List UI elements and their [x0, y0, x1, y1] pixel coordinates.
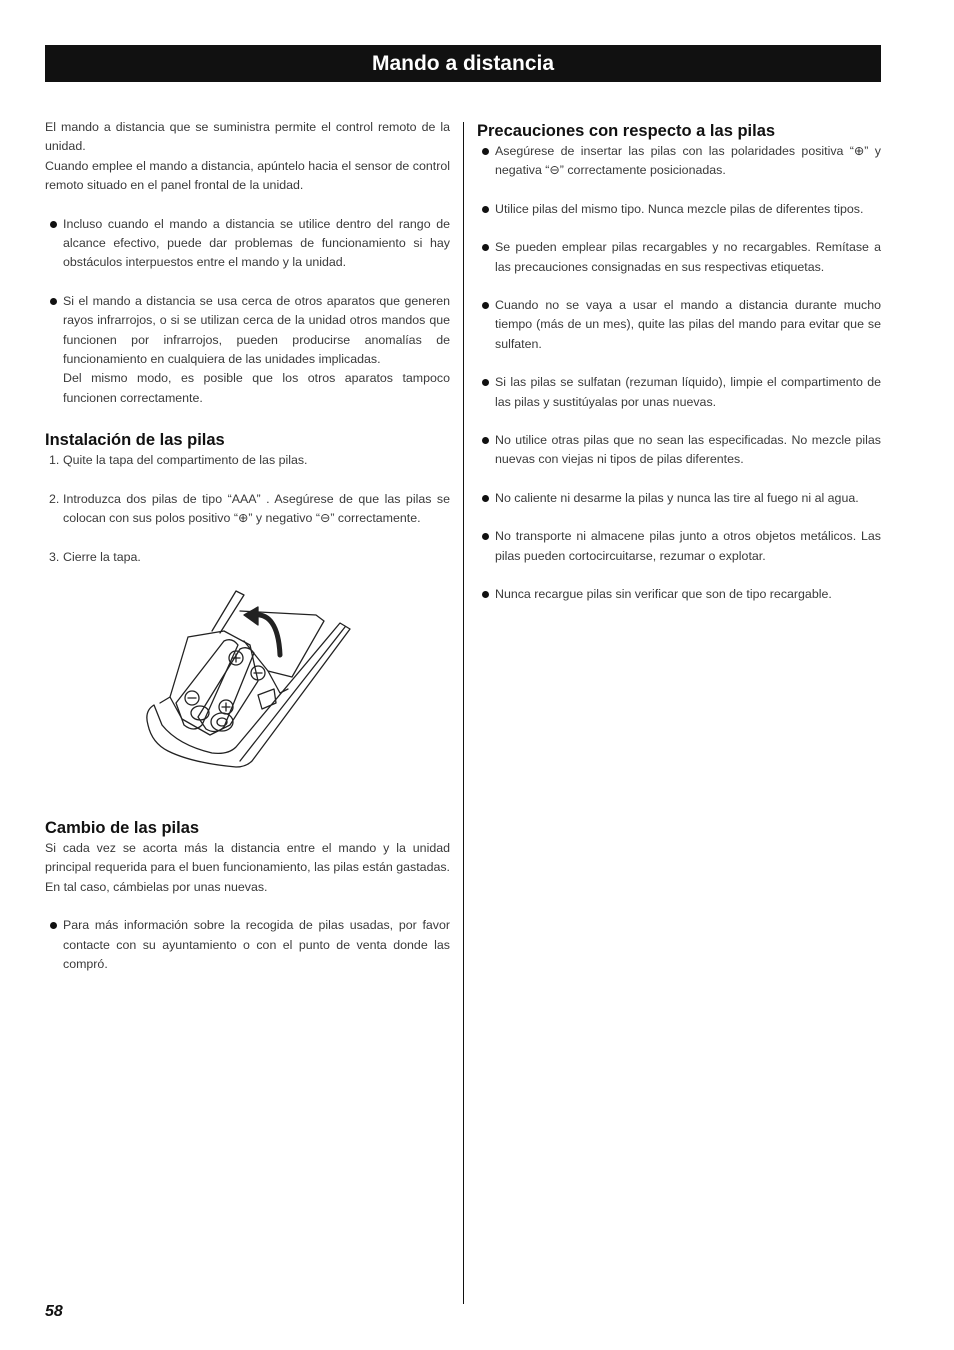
- install-steps: [45, 451, 450, 567]
- intro-paragraph-1: El mando a distancia que se suministra permite el control remoto de la unidad.: [45, 120, 450, 154]
- list-item: Si las pilas se sulfatan (rezuman líquido), limpie el compartimento de las pilas y sustitúyalas por unas nuevas.: [477, 373, 881, 412]
- bullet-icon: [482, 379, 489, 386]
- bullet-icon: [482, 437, 489, 444]
- list-item: Si el mando a distancia se usa cerca de otros aparatos que generen rayos infrarrojos, o si se utilizan cerca de la unidad otros mandos que funcionen por infrarrojos, pueden producirse anomalías de funcionamiento en cualquiera de las unidades implicadas. Del mismo modo, es posible que los otros aparatos tampoco funcionen correctamente.: [45, 292, 450, 408]
- remote-notes-list: [45, 215, 450, 409]
- list-item: Para más información sobre la recogida de pilas usadas, por favor contacte con su ayuntamiento o con el punto de venta donde las compró.: [45, 916, 450, 974]
- change-paragraph: Si cada vez se acorta más la distancia entre el mando y la unidad principal requerida para el buen funcionamiento, las pilas están gastadas. En tal caso, cámbielas por unas nuevas.: [45, 840, 450, 894]
- left-column: [45, 118, 450, 974]
- list-item: No caliente ni desarme la pilas y nunca las tire al fuego ni al agua.: [477, 489, 881, 508]
- precautions-heading: Precauciones con respecto a las pilas: [477, 122, 776, 140]
- bullet-icon: [482, 591, 489, 598]
- bullet-icon: [50, 221, 57, 228]
- list-item: Utilice pilas del mismo tipo. Nunca mezcle pilas de diferentes tipos.: [477, 200, 881, 219]
- bullet-icon: [482, 148, 489, 155]
- list-item: Asegúrese de insertar las pilas con las polaridades positiva “⊕” y negativa “⊖” correctamente posicionadas.: [477, 142, 881, 181]
- page-number: 58: [45, 1303, 63, 1320]
- battery-installation-illustration: [140, 585, 360, 770]
- right-column: [477, 118, 881, 605]
- change-notes-list: [45, 916, 450, 974]
- change-heading: Cambio de las pilas: [45, 818, 200, 837]
- precautions-list: [477, 142, 881, 605]
- column-divider: [463, 122, 464, 1304]
- page-title-bar: [45, 45, 881, 82]
- bullet-icon: [50, 298, 57, 305]
- list-item: Cuando no se vaya a usar el mando a distancia durante mucho tiempo (más de un mes), quite las pilas del mando para evitar que se sulfaten.: [477, 296, 881, 354]
- page-title: Mando a distancia: [371, 51, 555, 75]
- intro-paragraph-2: Cuando emplee el mando a distancia, apúntelo hacia el sensor de control remoto situado en el panel frontal de la unidad.: [45, 158, 450, 193]
- bullet-icon: [482, 302, 489, 309]
- list-item: 1. Quite la tapa del compartimento de las pilas.: [49, 453, 308, 468]
- list-item: Se pueden emplear pilas recargables y no recargables. Remítase a las precauciones consignadas en sus respectivas etiquetas.: [477, 238, 881, 277]
- bullet-icon: [482, 495, 489, 502]
- bullet-icon: [482, 244, 489, 251]
- list-item: 3. Cierre la tapa.: [49, 549, 141, 564]
- list-item: 2. Introduzca dos pilas de tipo “AAA” . Asegúrese de que las pilas se colocan con sus polos positivo “⊕” y negativo “⊖” correctamente.: [49, 491, 450, 526]
- bullet-icon: [50, 922, 57, 929]
- bullet-icon: [482, 206, 489, 213]
- list-item: Incluso cuando el mando a distancia se utilice dentro del rango de alcance efectivo, puede dar problemas de funcionamiento si hay obstáculos interpuestos entre el mando y la unidad.: [45, 215, 450, 273]
- list-item: No utilice otras pilas que no sean las especificadas. No mezcle pilas nuevas con viejas ni tipos de pilas diferentes.: [477, 431, 881, 470]
- install-heading: Instalación de las pilas: [45, 431, 225, 450]
- bullet-icon: [482, 533, 489, 540]
- list-item: Nunca recargue pilas sin verificar que son de tipo recargable.: [477, 585, 881, 604]
- list-item: No transporte ni almacene pilas junto a otros objetos metálicos. Las pilas pueden cortocircuitarse, rezumar o explotar.: [477, 527, 881, 566]
